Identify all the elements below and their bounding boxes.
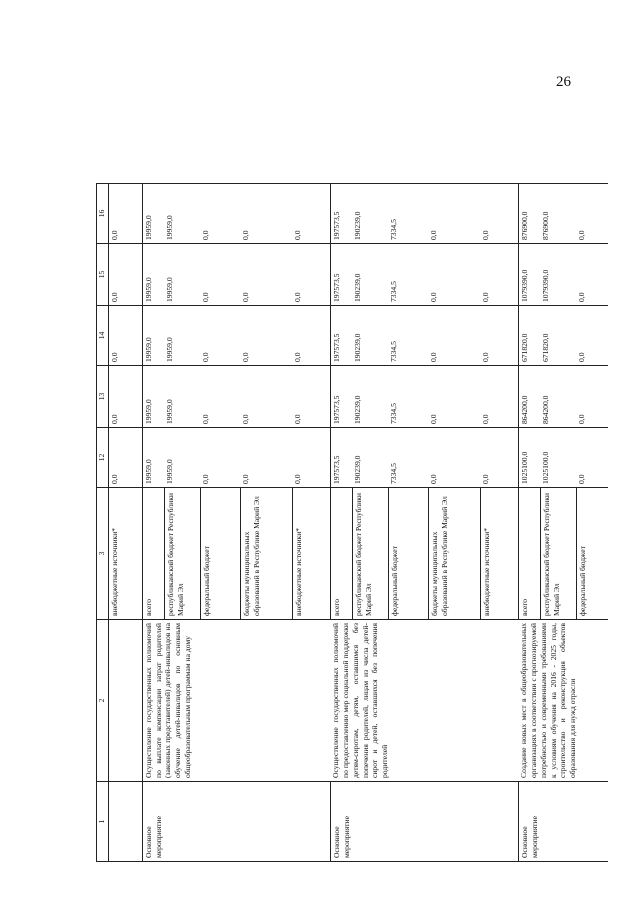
event-description-cell: Осуществление государственных полномочий по предоставлению мер социальной поддержки детям-сиротам, детям, оставшимся без попечения родителей, лицам из числа детей-сирот и детей, оставшихся без попечения родителей [330,620,518,782]
value-cell: 0,0 [200,306,240,366]
value-cell: 197573,5 [330,366,352,428]
funding-source-cell: республиканский бюджет Республики Марий Эл [164,488,200,620]
value-cell: 0,0 [240,306,292,366]
event-type-cell [576,782,608,862]
table-header-row [97,184,109,862]
event-description-cell [109,620,143,782]
table-row [109,184,143,862]
value-cell: 7334,5 [388,366,428,428]
value-cell: 0,0 [200,428,240,488]
value-cell: 1025100,0 [518,428,540,488]
value-cell: 0,0 [428,184,480,244]
event-type-cell [240,782,292,862]
event-type-cell [540,782,576,862]
event-type-cell [428,782,480,862]
budget-table [96,183,608,862]
value-cell: 1025100,0 [540,428,576,488]
value-cell: 0,0 [200,366,240,428]
value-cell: 7334,5 [388,244,428,306]
event-type-cell [200,782,240,862]
value-cell: 0,0 [292,306,330,366]
value-cell: 0,0 [240,184,292,244]
funding-source-cell: всего [143,488,165,620]
funding-source-cell: федеральный бюджет [576,488,608,620]
event-description-cell: Осуществление государственных полномочий по выплате компенсации затрат родителей (законных представителей) детей-инвалидов на обучение детей-инвалидов по основным общеобразовательным программам на дому [143,620,331,782]
value-cell: 190239,0 [352,366,388,428]
funding-source-cell: республиканский бюджет Республики Марий Эл [540,488,576,620]
value-cell: 864200,0 [518,366,540,428]
value-cell: 1079390,0 [540,244,576,306]
value-cell: 197573,5 [330,244,352,306]
value-cell: 0,0 [576,184,608,244]
page-number: 26 [556,74,571,90]
value-cell: 876900,0 [518,184,540,244]
funding-source-cell: федеральный бюджет [388,488,428,620]
table-row [330,184,352,862]
value-cell: 671820,0 [540,306,576,366]
header-col-13: 13 [97,366,109,428]
value-cell: 7334,5 [388,428,428,488]
value-cell: 0,0 [480,428,518,488]
header-col-12: 12 [97,428,109,488]
value-cell: 876900,0 [540,184,576,244]
funding-source-cell: республиканский бюджет Республики Марий Эл [352,488,388,620]
value-cell: 0,0 [480,244,518,306]
value-cell: 0,0 [200,244,240,306]
event-type-cell [480,782,518,862]
header-col-15: 15 [97,244,109,306]
value-cell: 0,0 [292,428,330,488]
value-cell: 0,0 [576,306,608,366]
funding-source-cell: внебюджетные источники* [109,488,143,620]
header-col-14: 14 [97,306,109,366]
value-cell: 19959,0 [164,366,200,428]
header-col-2: 2 [97,620,109,782]
value-cell: 0,0 [292,184,330,244]
value-cell: 0,0 [240,366,292,428]
funding-source-cell: внебюджетные источники* [480,488,518,620]
value-cell: 7334,5 [388,306,428,366]
value-cell: 0,0 [240,244,292,306]
event-type-cell [292,782,330,862]
value-cell: 671820,0 [518,306,540,366]
event-type-cell: Основное мероприятие [518,782,540,862]
value-cell: 0,0 [480,184,518,244]
event-type-cell [388,782,428,862]
value-cell: 864200,0 [540,366,576,428]
event-type-cell: Основное мероприятие [330,782,352,862]
value-cell: 0,0 [428,428,480,488]
value-cell: 19959,0 [164,306,200,366]
value-cell: 0,0 [576,366,608,428]
header-col-3: 3 [97,488,109,620]
event-type-cell: Основное мероприятие [143,782,165,862]
value-cell: 190239,0 [352,306,388,366]
value-cell: 19959,0 [143,366,165,428]
value-cell: 19959,0 [143,244,165,306]
value-cell: 0,0 [292,244,330,306]
value-cell: 0,0 [109,244,143,306]
value-cell: 19959,0 [143,428,165,488]
value-cell: 0,0 [480,306,518,366]
value-cell: 0,0 [200,184,240,244]
table-row [143,184,165,862]
funding-source-cell: бюджеты муниципальных образований в Республике Марий Эл [428,488,480,620]
value-cell: 0,0 [292,366,330,428]
event-description-cell: Создание новых мест в общеобразовательных организациях в соответствии с прогнозируемой потребностью и современными требованиями к условиям обучения на 2016 - 2025 годы, строительство и реконструкция объектов образования для нужд отрасли [518,620,608,782]
value-cell: 0,0 [428,244,480,306]
value-cell: 190239,0 [352,244,388,306]
value-cell: 0,0 [428,306,480,366]
value-cell: 0,0 [109,184,143,244]
value-cell: 0,0 [109,366,143,428]
value-cell: 197573,5 [330,428,352,488]
header-col-16: 16 [97,184,109,244]
table-row [518,184,540,862]
value-cell: 19959,0 [143,306,165,366]
value-cell: 190239,0 [352,184,388,244]
value-cell: 1079390,0 [518,244,540,306]
value-cell: 7334,5 [388,184,428,244]
value-cell: 0,0 [109,306,143,366]
value-cell: 19959,0 [164,184,200,244]
funding-source-cell: бюджеты муниципальных образований в Республике Марий Эл [240,488,292,620]
funding-source-cell: федеральный бюджет [200,488,240,620]
value-cell: 190239,0 [352,428,388,488]
event-type-cell [164,782,200,862]
event-type-cell [109,782,143,862]
value-cell: 19959,0 [143,184,165,244]
value-cell: 19959,0 [164,428,200,488]
value-cell: 0,0 [240,428,292,488]
value-cell: 0,0 [576,428,608,488]
funding-source-cell: внебюджетные источники* [292,488,330,620]
value-cell: 197573,5 [330,184,352,244]
value-cell: 197573,5 [330,306,352,366]
header-col-1: 1 [97,782,109,862]
event-type-cell [352,782,388,862]
value-cell: 0,0 [480,366,518,428]
value-cell: 0,0 [109,428,143,488]
value-cell: 0,0 [428,366,480,428]
value-cell: 19959,0 [164,244,200,306]
funding-source-cell: всего [330,488,352,620]
funding-source-cell: всего [518,488,540,620]
value-cell: 0,0 [576,244,608,306]
